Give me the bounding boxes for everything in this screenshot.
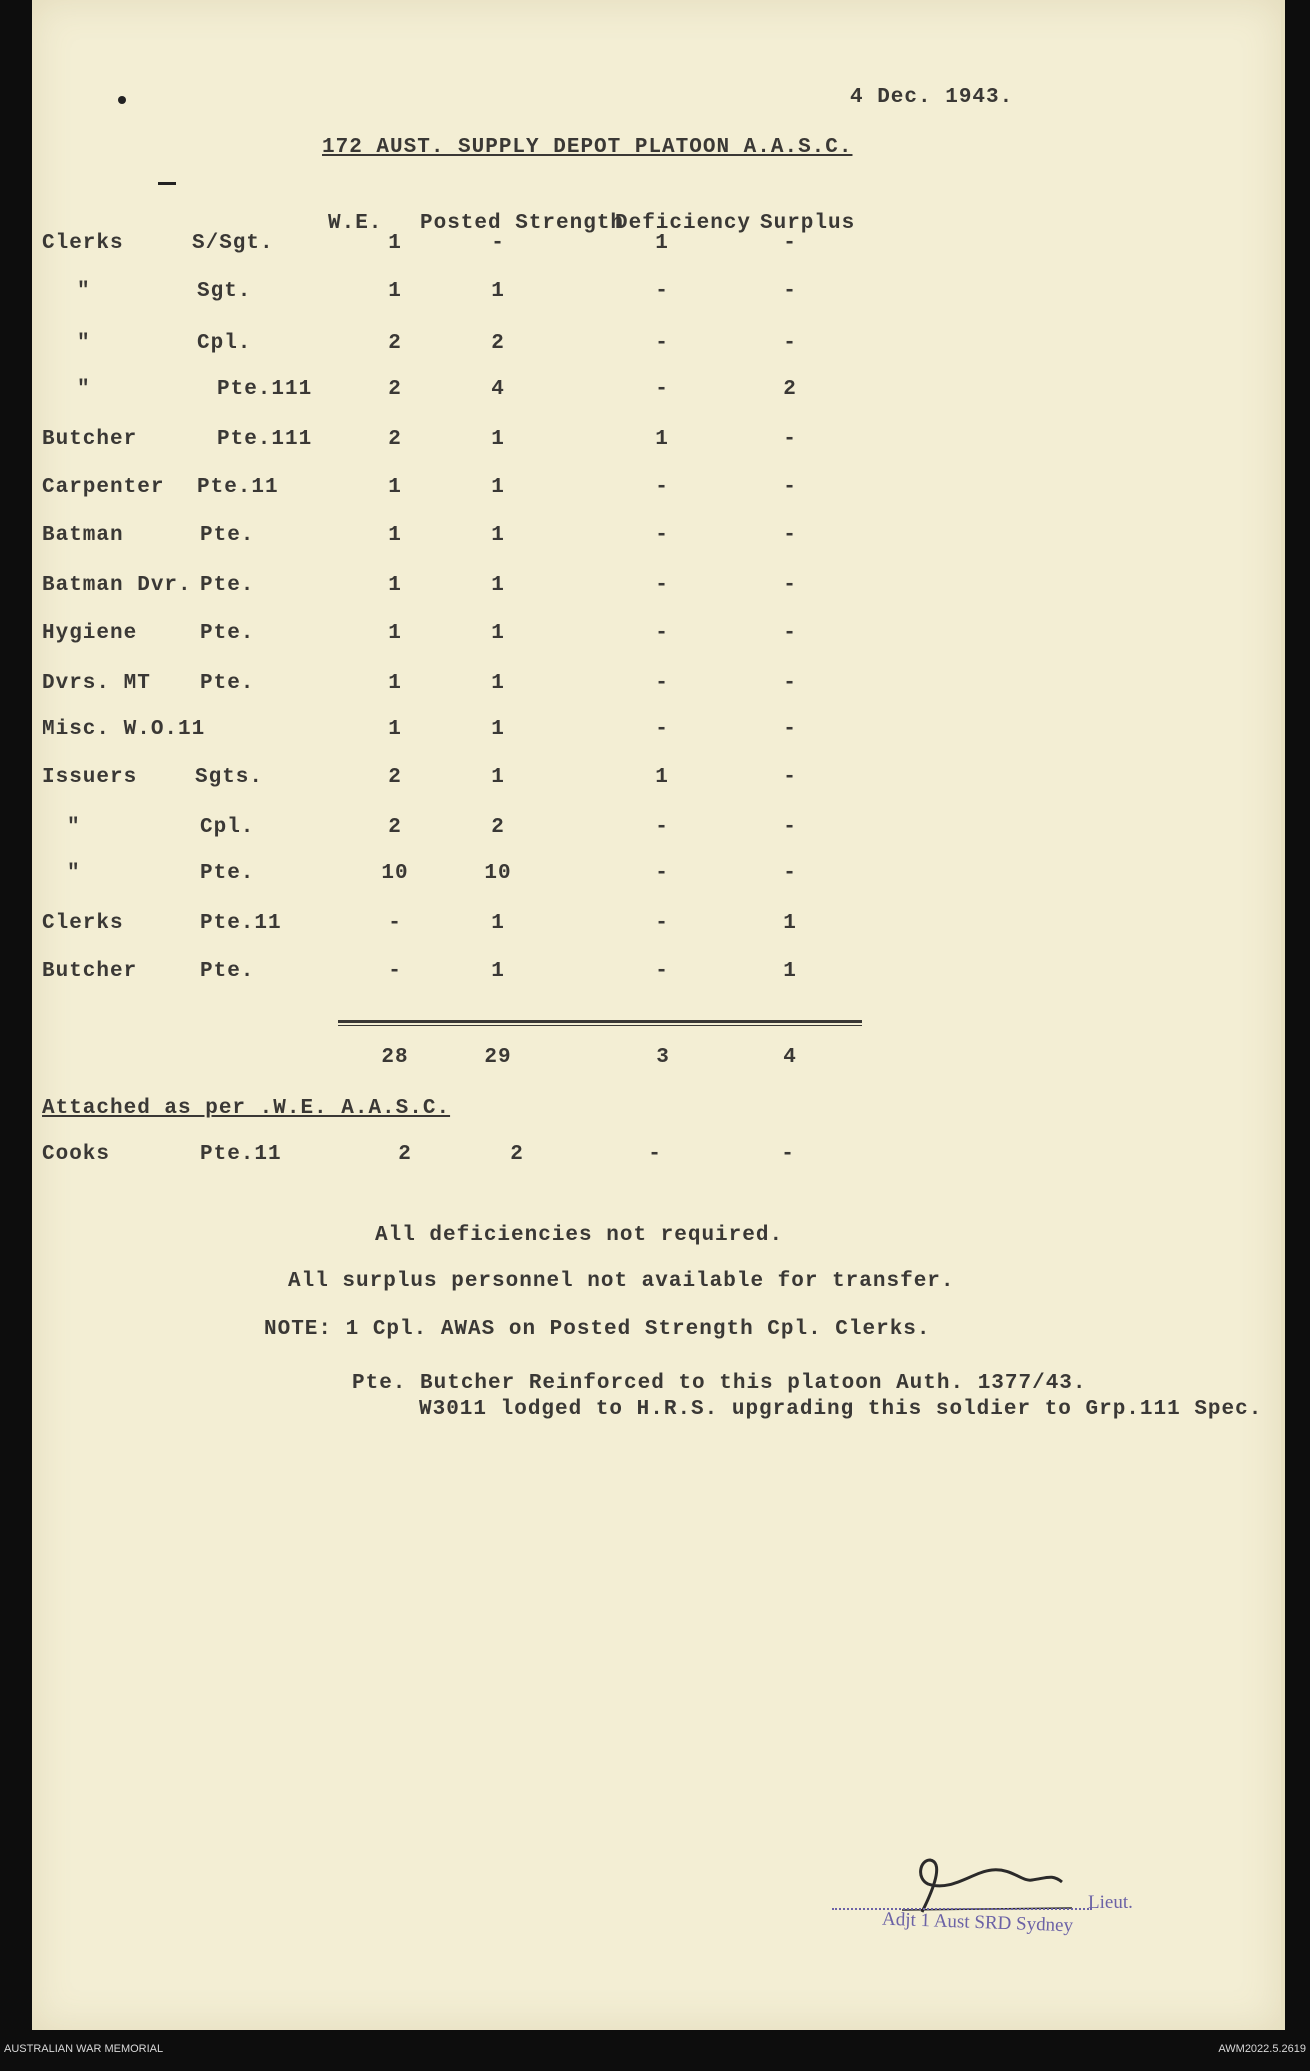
row-role: Batman Dvr. <box>42 574 192 597</box>
total-posted: 29 <box>484 1046 512 1069</box>
row-role: " <box>67 816 81 839</box>
ink-mark <box>118 96 126 104</box>
col-header-surplus: Surplus <box>760 212 856 235</box>
attached-surplus: - <box>781 1143 795 1166</box>
row-rank: Sgts. <box>195 766 264 789</box>
row-rank: Cpl. <box>197 332 252 355</box>
row-deficiency: - <box>655 622 669 645</box>
row-we: 2 <box>388 766 402 789</box>
row-deficiency: - <box>655 672 669 695</box>
row-posted: 1 <box>491 280 505 303</box>
row-posted: - <box>491 232 505 255</box>
row-we: 2 <box>388 378 402 401</box>
row-deficiency: - <box>655 816 669 839</box>
row-posted: 1 <box>491 960 505 983</box>
total-surplus: 4 <box>783 1046 797 1069</box>
row-we: - <box>388 960 402 983</box>
row-posted: 1 <box>491 574 505 597</box>
row-deficiency: - <box>655 912 669 935</box>
row-we: 10 <box>381 862 409 885</box>
row-posted: 2 <box>491 816 505 839</box>
note-surplus: All surplus personnel not available for transfer. <box>288 1270 955 1293</box>
row-deficiency: - <box>655 332 669 355</box>
row-we: 1 <box>388 232 402 255</box>
row-deficiency: - <box>655 718 669 741</box>
total-rule <box>338 1025 862 1026</box>
row-surplus: 1 <box>783 912 797 935</box>
row-deficiency: 1 <box>655 766 669 789</box>
footer-accession-number: AWM2022.5.2619 <box>1218 2043 1306 2055</box>
row-rank: Pte. <box>200 960 255 983</box>
note-w3011-lodged: W3011 lodged to H.R.S. upgrading this soldier to Grp.111 Spec. <box>419 1398 1263 1421</box>
row-rank: Pte.111 <box>217 378 313 401</box>
row-posted: 10 <box>484 862 512 885</box>
row-deficiency: - <box>655 524 669 547</box>
attached-rank: Pte.11 <box>200 1143 282 1166</box>
row-surplus: - <box>783 476 797 499</box>
note-deficiencies: All deficiencies not required. <box>375 1224 784 1247</box>
row-rank: S/Sgt. <box>192 232 274 255</box>
row-rank: Pte. <box>200 862 255 885</box>
row-posted: 1 <box>491 766 505 789</box>
row-deficiency: - <box>655 862 669 885</box>
row-rank: Pte. <box>200 524 255 547</box>
note-awas: NOTE: 1 Cpl. AWAS on Posted Strength Cpl. Clerks. <box>264 1318 931 1341</box>
row-role: Clerks <box>42 232 124 255</box>
attached-deficiency: - <box>648 1143 662 1166</box>
row-surplus: - <box>783 524 797 547</box>
row-role: Batman <box>42 524 124 547</box>
row-surplus: - <box>783 574 797 597</box>
row-surplus: - <box>783 766 797 789</box>
document-date: 4 Dec. 1943. <box>850 86 1014 109</box>
row-rank: Pte.111 <box>217 428 313 451</box>
row-role: " <box>67 862 81 885</box>
row-we: - <box>388 912 402 935</box>
row-deficiency: - <box>655 378 669 401</box>
row-posted: 4 <box>491 378 505 401</box>
row-posted: 1 <box>491 672 505 695</box>
total-we: 28 <box>381 1046 409 1069</box>
row-deficiency: - <box>655 280 669 303</box>
row-surplus: 1 <box>783 960 797 983</box>
row-we: 1 <box>388 280 402 303</box>
row-we: 2 <box>388 428 402 451</box>
row-surplus: - <box>783 718 797 741</box>
row-surplus: - <box>783 816 797 839</box>
row-we: 1 <box>388 574 402 597</box>
row-deficiency: 1 <box>655 428 669 451</box>
attached-heading: Attached as per .W.E. A.A.S.C. <box>42 1097 451 1120</box>
row-deficiency: 1 <box>655 232 669 255</box>
row-deficiency: - <box>655 476 669 499</box>
row-surplus: - <box>783 622 797 645</box>
signature-line <box>832 1908 1092 1910</box>
note-butcher-reinforced: Pte. Butcher Reinforced to this platoon Auth. 1377/43. <box>352 1372 1087 1395</box>
row-rank: Pte. <box>200 622 255 645</box>
row-rank: Pte.11 <box>197 476 279 499</box>
row-role: Butcher <box>42 428 138 451</box>
col-header-deficiency: Deficiency <box>615 212 752 235</box>
attached-role: Cooks <box>42 1143 111 1166</box>
row-role: Dvrs. MT <box>42 672 151 695</box>
row-we: 1 <box>388 622 402 645</box>
row-role: " <box>77 378 91 401</box>
total-rule <box>338 1020 862 1023</box>
row-we: 1 <box>388 476 402 499</box>
row-we: 1 <box>388 718 402 741</box>
row-posted: 1 <box>491 912 505 935</box>
row-role: " <box>77 332 91 355</box>
row-rank: Sgt. <box>197 280 252 303</box>
row-role: " <box>77 280 91 303</box>
row-posted: 1 <box>491 428 505 451</box>
row-we: 1 <box>388 672 402 695</box>
row-we: 1 <box>388 524 402 547</box>
row-deficiency: - <box>655 574 669 597</box>
row-role: Misc. W.O.11 <box>42 718 206 741</box>
row-surplus: - <box>783 428 797 451</box>
row-surplus: - <box>783 332 797 355</box>
row-role: Hygiene <box>42 622 138 645</box>
row-deficiency: - <box>655 960 669 983</box>
row-posted: 1 <box>491 718 505 741</box>
row-role: Butcher <box>42 960 138 983</box>
row-rank: Pte. <box>200 672 255 695</box>
row-surplus: - <box>783 280 797 303</box>
adjutant-stamp: Adjt 1 Aust SRD Sydney <box>881 1908 1074 1937</box>
row-surplus: - <box>783 672 797 695</box>
row-surplus: - <box>783 862 797 885</box>
attached-posted: 2 <box>510 1143 524 1166</box>
document-title: 172 AUST. SUPPLY DEPOT PLATOON A.A.S.C. <box>322 136 853 159</box>
row-role: Carpenter <box>42 476 165 499</box>
row-rank: Pte. <box>200 574 255 597</box>
row-role: Clerks <box>42 912 124 935</box>
row-posted: 1 <box>491 524 505 547</box>
attached-we: 2 <box>398 1143 412 1166</box>
row-role: Issuers <box>42 766 138 789</box>
row-surplus: - <box>783 232 797 255</box>
row-we: 2 <box>388 816 402 839</box>
row-we: 2 <box>388 332 402 355</box>
row-posted: 2 <box>491 332 505 355</box>
signature-rank: Lieut. <box>1088 1892 1133 1913</box>
row-surplus: 2 <box>783 378 797 401</box>
row-rank: Pte.11 <box>200 912 282 935</box>
ink-mark <box>158 182 176 185</box>
document-page <box>32 0 1285 2030</box>
col-header-posted-strength: Posted Strength <box>420 212 625 235</box>
col-header-we: W.E. <box>328 212 383 235</box>
row-posted: 1 <box>491 476 505 499</box>
footer-archive-label: AUSTRALIAN WAR MEMORIAL <box>4 2043 164 2055</box>
row-rank: Cpl. <box>200 816 255 839</box>
total-deficiency: 3 <box>656 1046 670 1069</box>
row-posted: 1 <box>491 622 505 645</box>
